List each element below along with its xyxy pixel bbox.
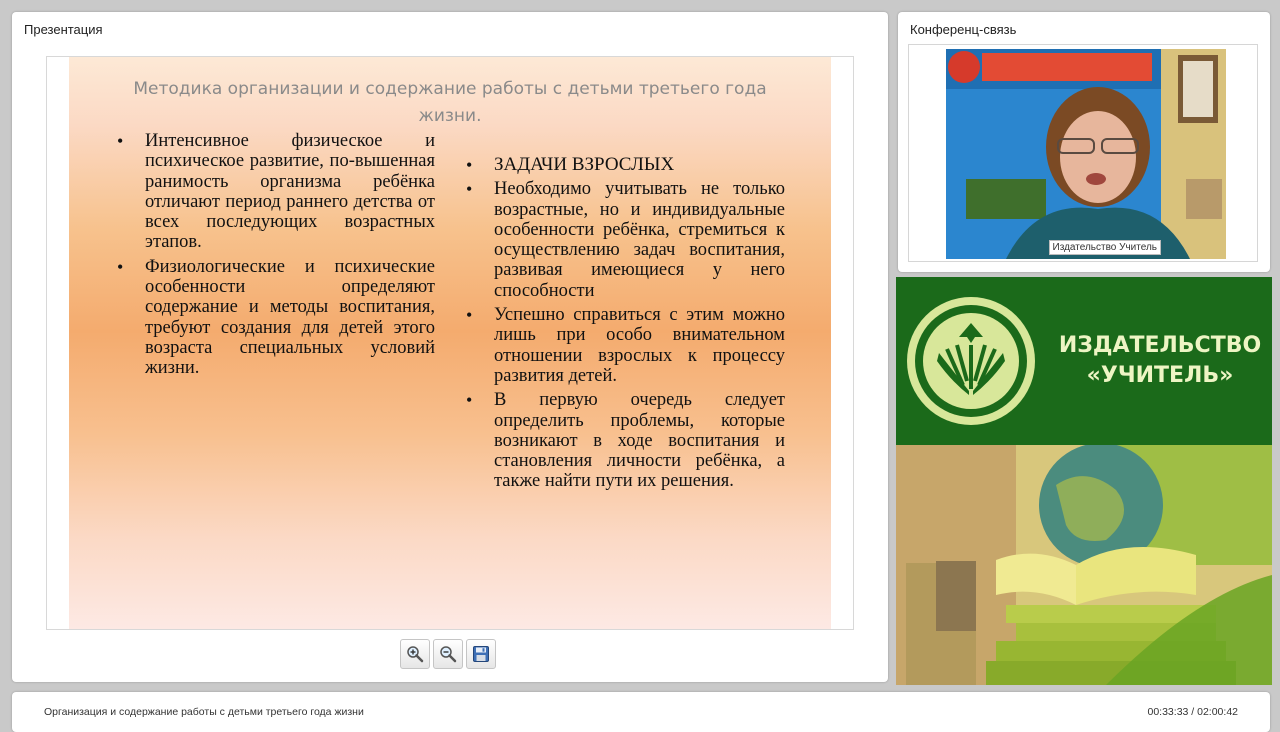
banner-image: [896, 445, 1272, 685]
presentation-panel-title: Презентация: [24, 22, 103, 37]
slide-viewport[interactable]: [46, 56, 854, 630]
save-button[interactable]: [466, 639, 496, 669]
conference-panel: [898, 12, 1270, 272]
publisher-name-line1: ИЗДАТЕЛЬСТВО: [1058, 333, 1262, 358]
publisher-name: [1048, 331, 1272, 391]
slide-bullet: • Необходимо учитывать не только возрастные, но и индивидуальные особенности ребёнка, стремиться к осуществлению задач воспитания, развивая имеющиеся у него способности: [466, 179, 785, 301]
slide-right-column: [466, 155, 785, 492]
zoom-in-button[interactable]: [400, 639, 430, 669]
webinar-title: Организация и содержание работы с детьми третьего года жизни: [44, 706, 364, 718]
playback-time: 00:33:33 / 02:00:42: [1147, 706, 1238, 718]
zoom-out-icon: [439, 645, 457, 663]
slide-left-column: [117, 131, 435, 379]
publisher-logo-icon: [901, 291, 1041, 431]
slide-title: Методика организации и содержание работы с детьми третьего года жизни.: [133, 79, 767, 126]
slide-toolbar: [400, 639, 496, 669]
speaker-name-label: Издательство Учитель: [1049, 240, 1161, 255]
speaker-video-scene: [946, 49, 1226, 259]
status-bar: [12, 692, 1270, 732]
presentation-panel: [12, 12, 888, 682]
slide-bullet: • Физиологические и психические особенности определяют содержание и методы воспитания, требуют создания для детей этого возраста специальных условий жизни.: [117, 257, 435, 379]
video-feed[interactable]: [908, 44, 1258, 262]
slide-bullet: • Успешно справиться с этим можно лишь при особо внимательном отношении взрослых к процессу развития детей.: [466, 305, 785, 386]
floppy-disk-icon: [472, 645, 490, 663]
publisher-name-line2: «УЧИТЕЛЬ»: [1086, 363, 1234, 388]
conference-panel-title: Конференц-связь: [910, 22, 1017, 37]
publisher-banner: [896, 277, 1272, 685]
zoom-out-button[interactable]: [433, 639, 463, 669]
books-globe-illustration: [896, 445, 1272, 685]
speaker-video: [946, 49, 1226, 259]
slide-bullet: • В первую очередь следует определить проблемы, которые возникают в ходе воспитания и становления личности ребёнка, а также найти пути их решения.: [466, 390, 785, 491]
slide-heading: • ЗАДАЧИ ВЗРОСЛЫХ: [466, 155, 785, 175]
zoom-in-icon: [406, 645, 424, 663]
slide-bullet: • Интенсивное физическое и психическое развитие, по-вышенная ранимость организма ребёнка отличают период раннего детства от всех последующих возрастных этапов.: [117, 131, 435, 253]
banner-header: [896, 277, 1272, 445]
slide: [69, 57, 831, 629]
